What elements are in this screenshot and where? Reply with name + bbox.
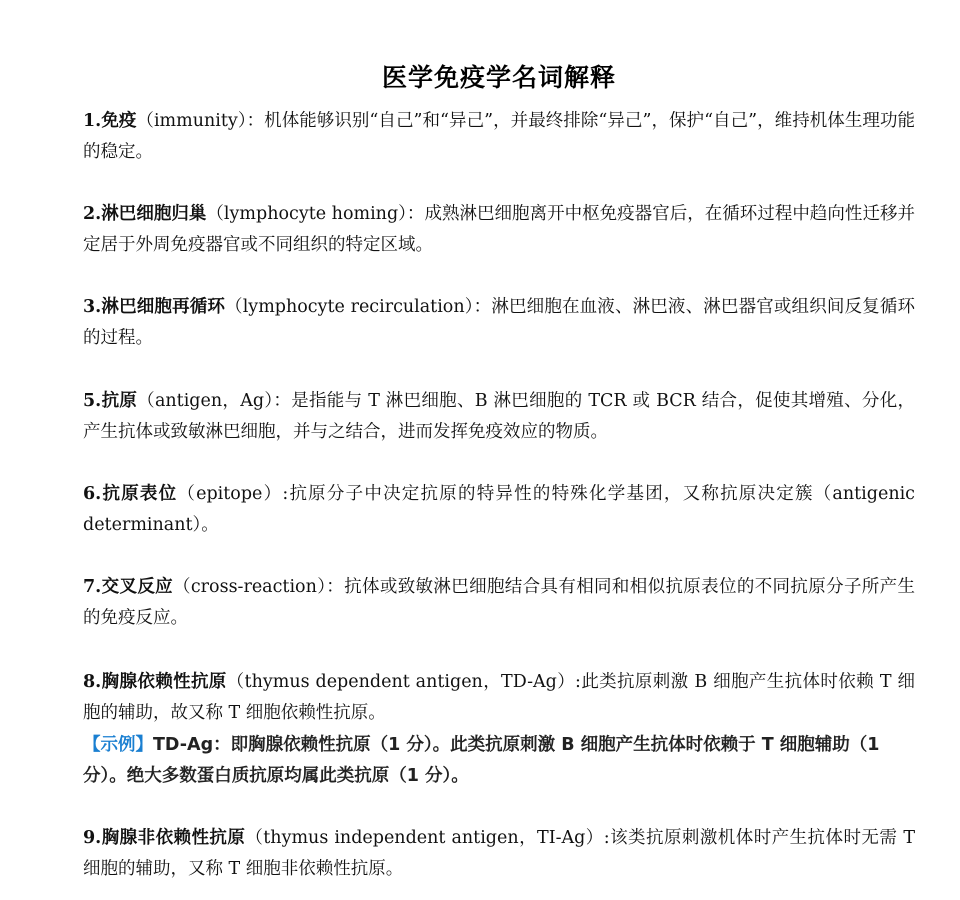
entry-definition: （thymus dependent antigen，TD-Ag）:此类抗原刺激 B 细胞产生抗体时依赖 T 细胞的辅助，故又称 T 细胞依赖性抗原。 (83, 672, 915, 723)
entry-definition: （immunity）：机体能够识别“自己”和“异己”，并最终排除“异己”，保护“自己”，维持机体生理功能的稳定。 (83, 111, 915, 162)
example-block (83, 730, 915, 792)
entry-td-antigen (83, 667, 915, 729)
entry-immunity (83, 106, 915, 168)
entry-ti-antigen (83, 823, 915, 885)
entry-definition: （lymphocyte recirculation）：淋巴细胞在血液、淋巴液、淋巴器官或组织间反复循环的过程。 (83, 297, 915, 348)
entry-term: 9.胸腺非依赖性抗原 (83, 828, 246, 848)
example-tag: 【示例】 (83, 735, 153, 755)
entry-lymphocyte-recirculation (83, 292, 915, 354)
entry-antigen (83, 386, 915, 448)
entry-term: 6.抗原表位 (83, 484, 178, 504)
entry-epitope (83, 479, 915, 541)
entry-term: 3.淋巴细胞再循环 (83, 297, 226, 317)
entry-cross-reaction (83, 572, 915, 634)
example-text: TD-Ag：即胸腺依赖性抗原（1 分）。此类抗原刺激 B 细胞产生抗体时依赖于 T 细胞辅助（1 分）。绝大多数蛋白质抗原均属此类抗原（1 分）。 (83, 735, 880, 786)
entry-term: 2.淋巴细胞归巢 (83, 204, 207, 224)
document-title: 医学免疫学名词解释 (381, 63, 616, 92)
entry-term: 7.交叉反应 (83, 577, 174, 597)
entry-definition: （thymus independent antigen，TI-Ag）:该类抗原刺激机体时产生抗体时无需 T 细胞的辅助，又称 T 细胞非依赖性抗原。 (83, 828, 915, 879)
entry-definition: （lymphocyte homing）：成熟淋巴细胞离开中枢免疫器官后，在循环过程中趋向性迁移并定居于外周免疫器官或不同组织的特定区域。 (83, 204, 915, 255)
entry-definition: （cross-reaction）：抗体或致敏淋巴细胞结合具有相同和相似抗原表位的不同抗原分子所产生的免疫反应。 (83, 577, 915, 628)
entry-definition: （antigen，Ag）：是指能与 T 淋巴细胞、B 淋巴细胞的 TCR 或 BCR 结合，促使其增殖、分化，产生抗体或致敏淋巴细胞，并与之结合，进而发挥免疫效应的物质。 (83, 391, 915, 442)
entry-term: 8.胸腺依赖性抗原 (83, 672, 227, 692)
entry-definition: （epitope）:抗原分子中决定抗原的特异性的特殊化学基团，又称抗原决定簇（antigenic determinant）。 (83, 484, 915, 535)
entry-term: 1.免疫 (83, 111, 137, 131)
entry-lymphocyte-homing (83, 199, 915, 261)
entry-term: 5.抗原 (83, 391, 138, 411)
